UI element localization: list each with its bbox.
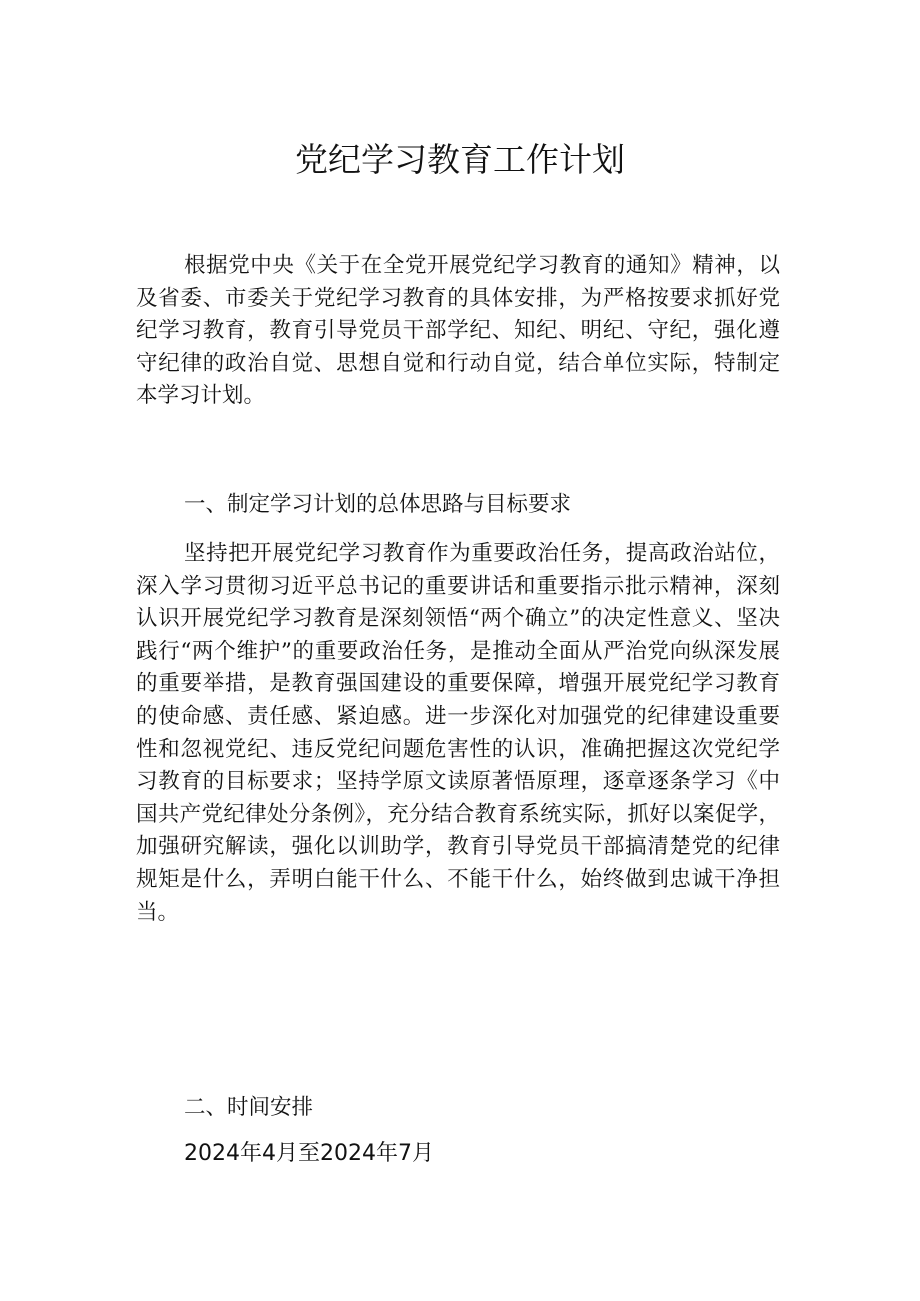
section-2-heading: 二、时间安排 [184,1095,314,1120]
intro-paragraph: 根据党中央《关于在全党开展党纪学习教育的通知》精神，以及省委、市委关于党纪学习教育的具体安排，为严格按要求抓好党纪学习教育，教育引导党员干部学纪、知纪、明纪、守纪，强化遵守纪律的政治自觉、思想自觉和行动自觉，结合单位实际，特制定本学习计划。 [136,253,780,409]
document-title: 党纪学习教育工作计划 [295,140,625,179]
section-2-date: 2024年4月至2024年7月 [184,1141,434,1166]
section-1-body: 坚持把开展党纪学习教育作为重要政治任务，提高政治站位，深入学习贯彻习近平总书记的重要讲话和重要指示批示精神，深刻认识开展党纪学习教育是深刻领悟“两个确立”的决定性意义、坚决践行“两个维护”的重要政治任务，是推动全面从严治党向纵深发展的重要举措，是教育强国建设的重要保障，增强开展党纪学习教育的使命感、责任感、紧迫感。进一步深化对加强党的纪律建设重要性和忽视党纪、违反党纪问题危害性的认识，准确把握这次党纪学习教育的目标要求；坚持学原文读原著悟原理，逐章逐条学习《中国共产党纪律处分条例》，充分结合教育系统实际，抓好以案促学，加强研究解读，强化以训助学，教育引导党员干部搞清楚党的纪律规矩是什么，弄明白能干什么、不能干什么，始终做到忠诚干净担当。 [136,541,780,925]
section-1-heading: 一、制定学习计划的总体思路与目标要求 [184,492,572,517]
